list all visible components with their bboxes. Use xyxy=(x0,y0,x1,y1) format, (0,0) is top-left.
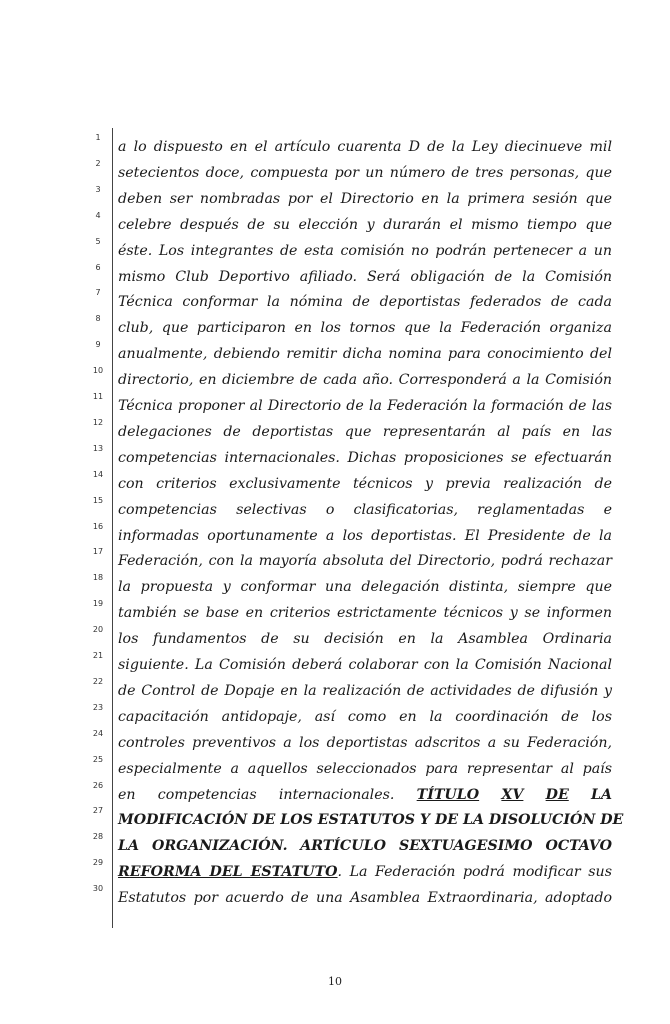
text-line: los fundamentos de su decisión en la Asamblea Ordinaria xyxy=(118,631,612,648)
line-number: 28 xyxy=(92,832,104,842)
text-line: la propuesta y conformar una delegación distinta, siempre que xyxy=(118,579,612,596)
text-span: . La Federación podrá modificar sus xyxy=(337,864,612,881)
text-span: MODIFICACIÓN DE LOS ESTATUTOS Y DE LA DISOLUCIÓN DE xyxy=(118,812,624,829)
text-span: REFORMA DEL ESTATUTO xyxy=(118,864,338,881)
text-line: especialmente a aquellos seleccionados para representar al país xyxy=(118,760,612,777)
line-number: 7 xyxy=(95,288,101,298)
text-line: capacitación antidopaje, así como en la coordinación de los xyxy=(118,708,612,725)
text-line: éste. Los integrantes de esta comisión no podrán pertenecer a un xyxy=(118,242,612,259)
line-number: 1 xyxy=(95,133,101,142)
text-line xyxy=(118,810,624,830)
line-number: 13 xyxy=(92,443,104,453)
line-number: 21 xyxy=(92,651,104,660)
line-number: 15 xyxy=(92,495,104,505)
line-number: 24 xyxy=(92,728,104,738)
text-line: de Control de Dopaje en la realización de actividades de difusión y xyxy=(118,682,612,699)
text-span: DE xyxy=(545,786,569,803)
line-number: 22 xyxy=(92,676,104,686)
text-line: directorio, en diciembre de cada año. Corresponderá a la Comisión xyxy=(118,372,612,389)
line-number: 8 xyxy=(95,314,101,324)
line-number: 20 xyxy=(92,625,104,635)
text-span: LA xyxy=(591,786,612,803)
line-number: 6 xyxy=(95,262,101,272)
text-line: deben ser nombradas por el Directorio en la primera sesión que xyxy=(118,190,612,207)
text-line: mismo Club Deportivo afiliado. Será obligación de la Comisión xyxy=(118,268,612,285)
text-line: a lo dispuesto en el artículo cuarenta D de la Ley diecinueve mil xyxy=(118,139,612,155)
line-number: 16 xyxy=(92,521,104,531)
line-number: 10 xyxy=(92,366,104,376)
text-span: en competencias internacionales. xyxy=(118,786,395,803)
line-number: 27 xyxy=(92,806,104,816)
line-number: 9 xyxy=(95,340,101,350)
text-line xyxy=(118,785,612,805)
text-line: con criterios exclusivamente técnicos y previa realización de xyxy=(118,475,612,492)
line-number: 5 xyxy=(95,236,101,246)
line-number: 14 xyxy=(92,469,104,479)
text-line: competencias internacionales. Dichas proposiciones se efectuarán xyxy=(118,449,612,466)
line-number: 26 xyxy=(92,780,104,790)
line-number: 11 xyxy=(92,392,104,401)
text-line: también se base en criterios estrictamente técnicos y se informen xyxy=(118,605,612,622)
text-line: setecientos doce, compuesta por un número de tres personas, que xyxy=(118,164,612,181)
line-number: 30 xyxy=(92,884,104,894)
text-line: informadas oportunamente a los deportistas. El Presidente de la xyxy=(118,527,612,544)
text-line: controles preventivos a los deportistas adscritos a su Federación, xyxy=(118,734,612,751)
line-number: 4 xyxy=(95,210,101,220)
text-span: ARTÍCULO SEXTUAGESIMO OCTAVO xyxy=(300,838,612,855)
text-line xyxy=(118,862,612,882)
text-line: anualmente, debiendo remitir dicha nomina para conocimiento del xyxy=(118,346,612,363)
line-number: 3 xyxy=(95,184,101,194)
page-number: 10 xyxy=(328,975,342,988)
line-number: 23 xyxy=(92,702,104,712)
text-line: Federación, con la mayoría absoluta del Directorio, podrá rechazar xyxy=(118,553,612,570)
text-line: siguiente. La Comisión deberá colaborar con la Comisión Nacional xyxy=(118,657,612,673)
text-line xyxy=(118,836,612,856)
text-line: Estatutos por acuerdo de una Asamblea Extraordinaria, adoptado xyxy=(118,890,612,907)
text-span: XV xyxy=(501,786,524,803)
text-line: club, que participaron en los tornos que la Federación organiza xyxy=(118,320,612,337)
line-number: 18 xyxy=(92,573,104,583)
text-span: TÍTULO xyxy=(416,786,480,803)
line-number: 12 xyxy=(92,417,104,427)
text-line: Técnica conformar la nómina de deportistas federados de cada xyxy=(118,294,612,311)
text-span: LA ORGANIZACIÓN. xyxy=(118,838,288,855)
line-number: 2 xyxy=(95,158,101,168)
text-line: delegaciones de deportistas que representarán al país en las xyxy=(118,423,612,440)
margin-rule xyxy=(112,128,113,928)
line-number: 29 xyxy=(92,858,104,868)
text-line: celebre después de su elección y durarán el mismo tiempo que xyxy=(118,216,612,233)
line-number: 17 xyxy=(92,547,104,557)
text-line: Técnica proponer al Directorio de la Federación la formación de las xyxy=(118,398,612,414)
line-number: 25 xyxy=(92,754,104,764)
text-line: competencias selectivas o clasificatorias, reglamentadas e xyxy=(118,501,612,518)
line-number: 19 xyxy=(92,599,104,609)
